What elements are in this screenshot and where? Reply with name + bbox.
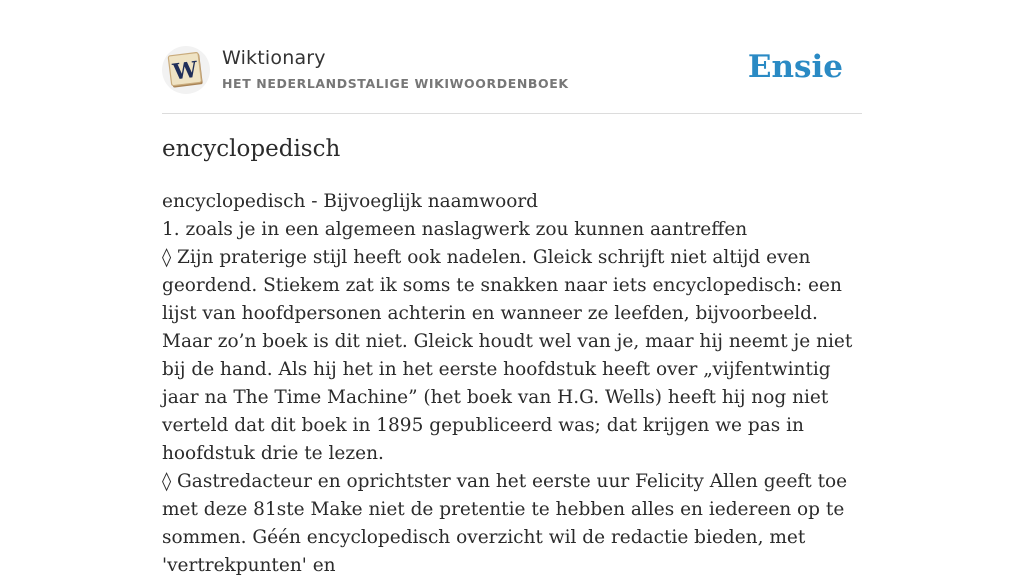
site-header <box>162 44 862 96</box>
entry-card <box>162 0 862 576</box>
site-subtitle: HET NEDERLANDSTALIGE WIKIWOORDENBOEK <box>222 76 569 91</box>
part-of-speech-line: encyclopedisch - Bijvoeglijk naamwoord <box>162 191 539 212</box>
entry-content <box>162 188 862 580</box>
site-name[interactable]: Wiktionary <box>222 47 326 69</box>
header-divider <box>162 113 862 114</box>
example-sentence: ◊ Zijn praterige stijl heeft ook nadelen. Gleick schrijft niet altijd even geordend. Stiekem zat ik soms te snakken naar iets encyclopedisch: een lijst van hoofdpersonen achterin en wanneer ze leefden, bijvoorbeeld. Maar zo’n boek is dit niet. Gleick houdt wel van je, maar hij neemt je niet bij de hand. Als hij het in het eerste hoofdstuk heeft over „vijfentwintig jaar na The Time Machine” (het boek van H.G. Wells) heeft hij nog niet verteld dat dit boek in 1895 gepubliceerd was; dat krijgen we pas in hoofdstuk drie te lezen. <box>162 247 853 464</box>
page-title: encyclopedisch <box>162 136 341 162</box>
logo-letter: W <box>171 56 199 86</box>
ensie-logo[interactable]: Ensie <box>747 49 843 85</box>
example-sentence: ◊ Gastredacteur en oprichtster van het eerste uur Felicity Allen geeft toe met deze 81ste Make niet de pretentie te hebben alles en iedereen op te sommen. Géén encyclopedisch overzicht wil de redactie bieden, met 'vertrekpunten' en <box>162 471 848 576</box>
wiktionary-logo-icon[interactable] <box>162 46 210 94</box>
definition: 1. zoals je in een algemeen naslagwerk zou kunnen aantreffen <box>162 219 748 240</box>
